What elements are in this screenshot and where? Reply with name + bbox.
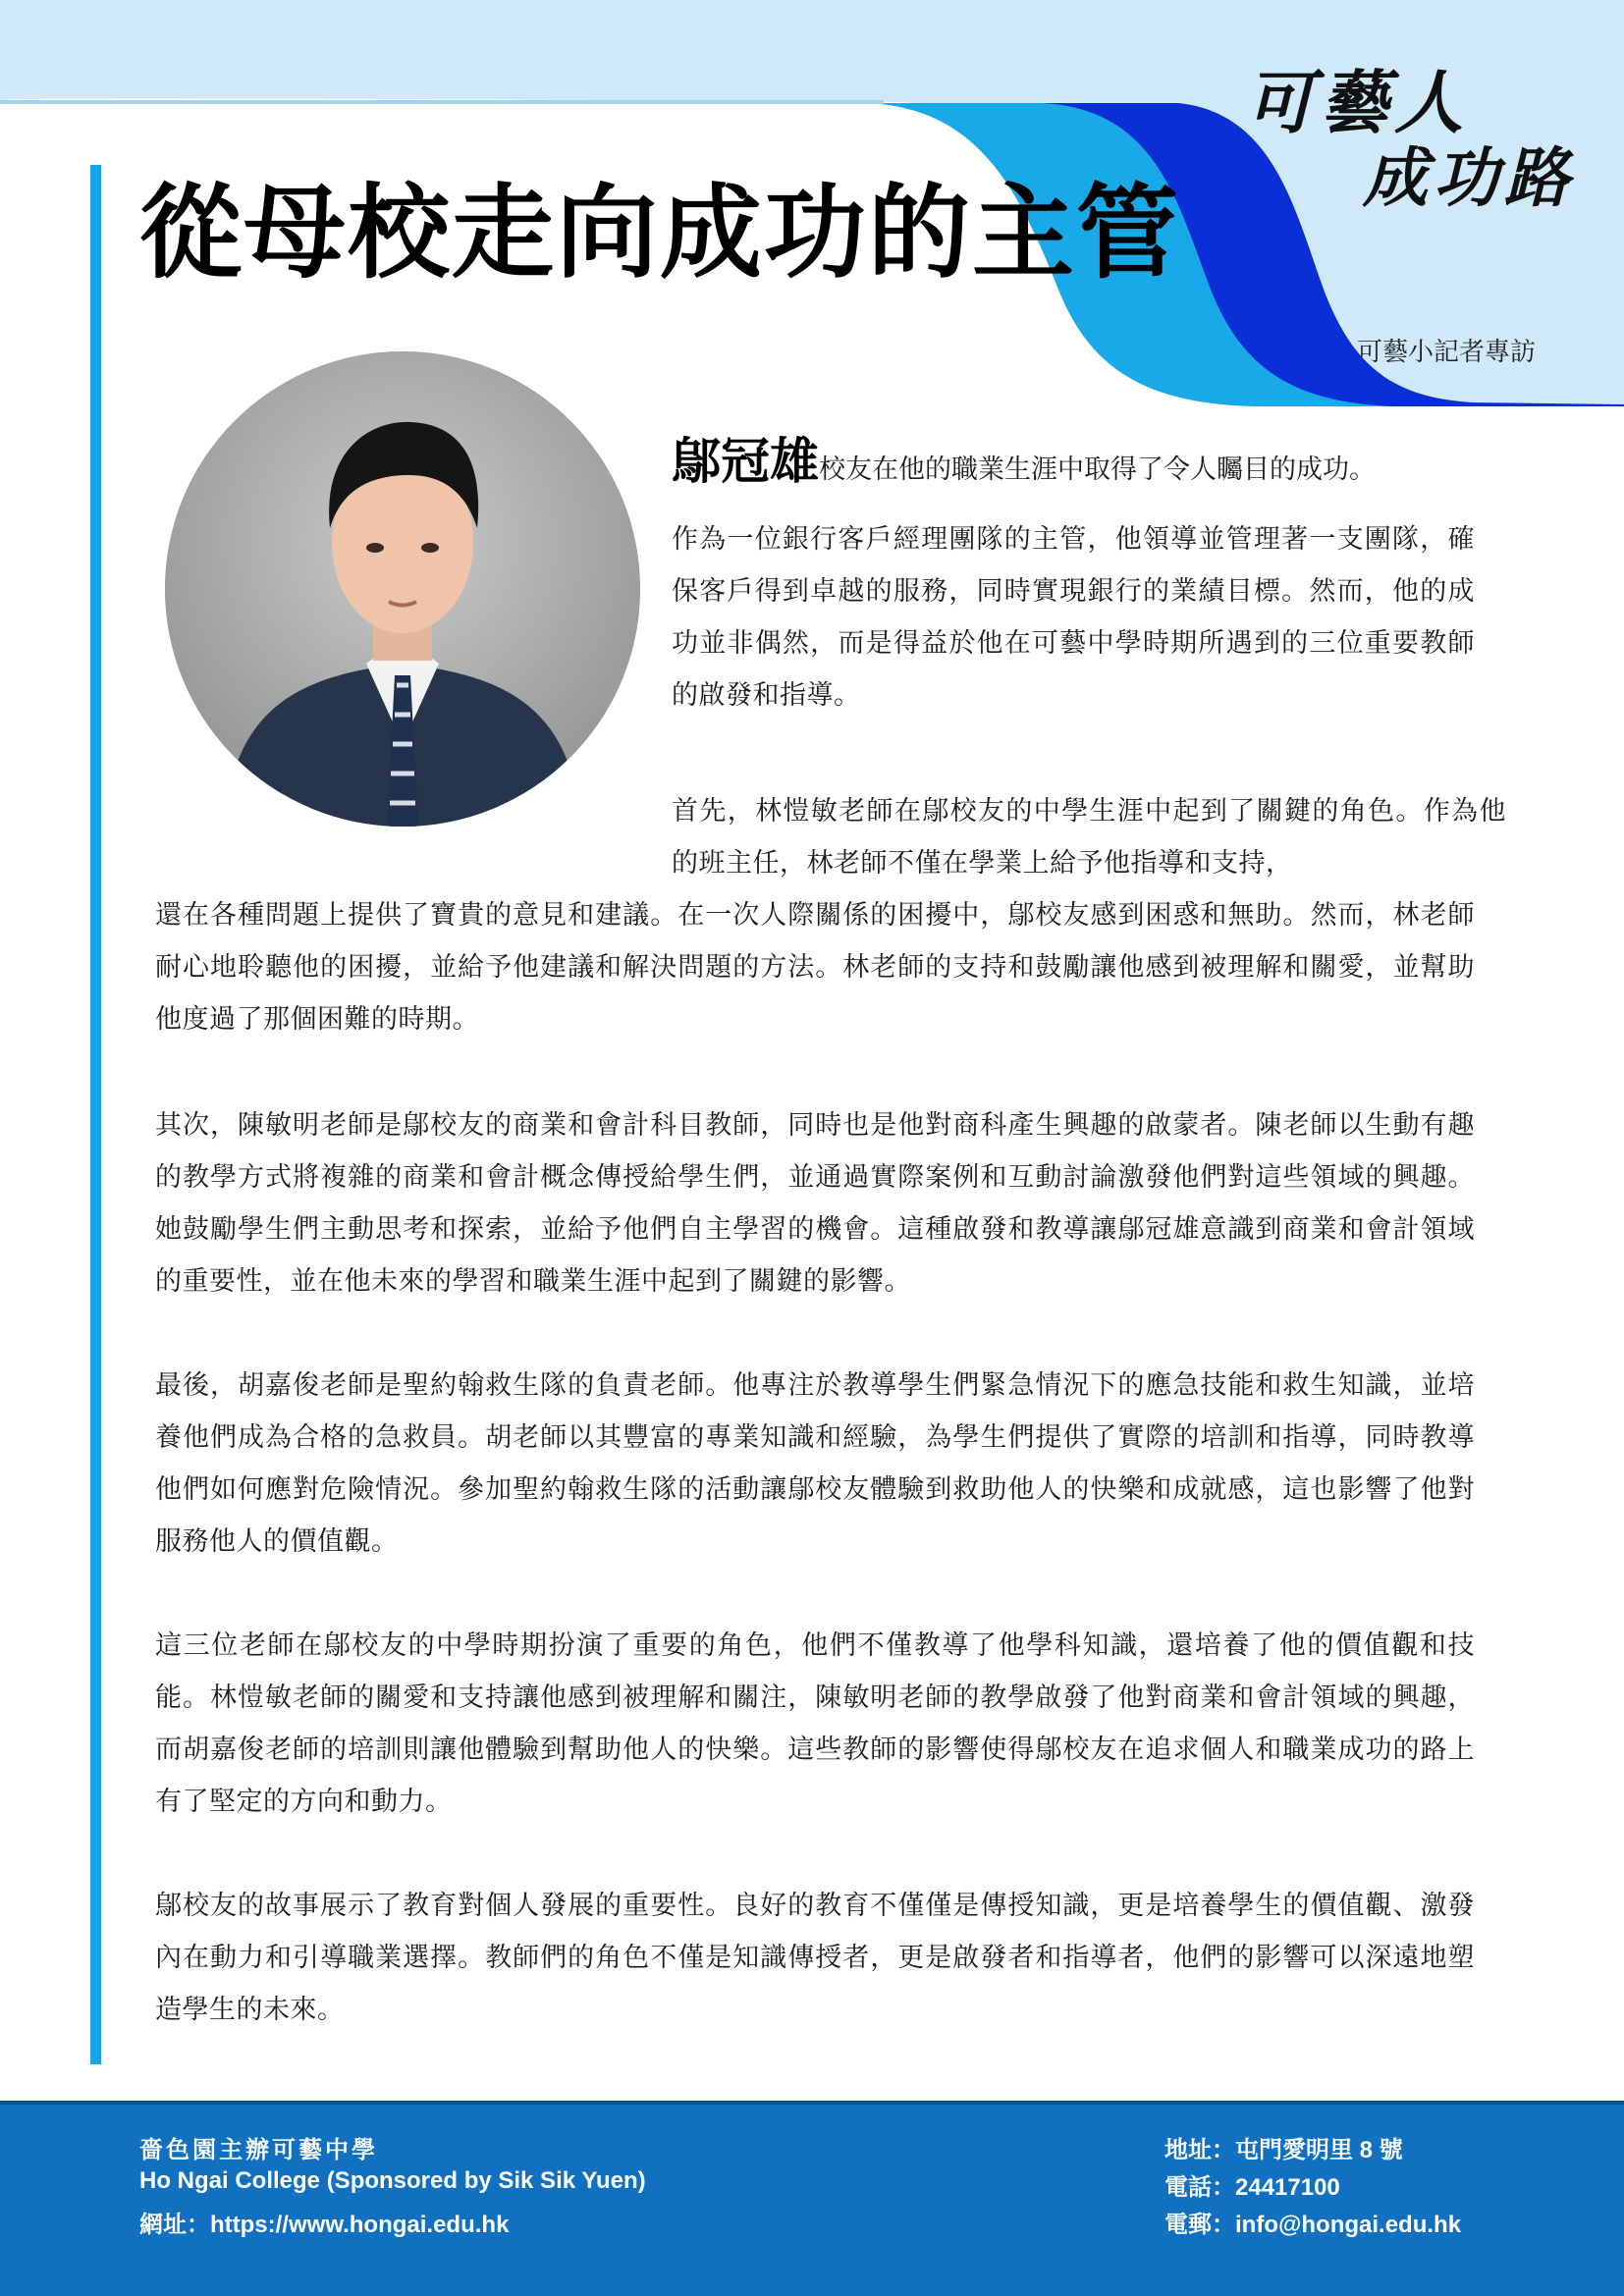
paragraph-1-top: 首先，林愷敏老師在鄔校友的中學生涯中起到了關鍵的角色。作為他的班主任，林老師不僅在學業上給予他指導和支持， (672, 796, 1506, 879)
person-photo-icon (165, 351, 640, 827)
paragraph-2: 其次，陳敏明老師是鄔校友的商業和會計科目教師，同時也是他對商科產生興趣的啟蒙者。陳老師以生動有趣的教學方式將複雜的商業和會計概念傳授給學生們，並通過實際案例和互動討論激發他們對這些領域的興趣。她鼓勵學生們主動思考和探索，並給予他們自主學習的機會。這種啟發和教導讓鄔冠雄意識到商業和會計領域的重要性，並在他未來的學習和職業生涯中起到了關鍵的影響。 (155, 1110, 1475, 1297)
paragraph-1-rest: 還在各種問題上提供了寶貴的意見和建議。在一次人際關係的困擾中，鄔校友感到困惑和無助。然而，林老師耐心地聆聽他的困擾，並給予他建議和解決問題的方法。林老師的支持和鼓勵讓他感到被理解和關愛，並幫助他度過了那個困難的時期。 (155, 900, 1475, 1035)
portrait-photo (165, 351, 640, 827)
calligraphy-line1: 可藝人 (1245, 62, 1469, 143)
footer-sponsor: 嗇色園主辦可藝中學 (139, 2137, 378, 2163)
footer (0, 2101, 1624, 2296)
footer-email-link[interactable]: 電郵：info@hongai.edu.hk (1164, 2212, 1462, 2238)
paragraph-5: 鄔校友的故事展示了教育對個人發展的重要性。良好的教育不僅僅是傳授知識，更是培養學生的價值觀、激發內在動力和引導職業選擇。教師們的角色不僅是知識傳授者，更是啟發者和指導者，他們的影響可以深遠地塑造學生的未來。 (155, 1891, 1475, 2025)
byline: 可藝小記者專訪 (1357, 338, 1537, 367)
intro-rest: 校友在他的職業生涯中取得了令人矚目的成功。 (819, 454, 1376, 485)
intro-paragraph: 作為一位銀行客戶經理團隊的主管，他領導並管理著一支團隊，確保客戶得到卓越的服務，同時實現銀行的業績目標。然而，他的成功並非偶然，而是得益於他在可藝中學時期所遇到的三位重要教師的啟發和指導。 (672, 524, 1475, 711)
page-title: 從母校走向成功的主管 (139, 173, 1181, 293)
paragraph-4: 這三位老師在鄔校友的中學時期扮演了重要的角色，他們不僅教導了他學科知識，還培養了他的價值觀和技能。林愷敏老師的關愛和支持讓他感到被理解和關注，陳敏明老師的教學啟發了他對商業和會計領域的興趣，而胡嘉俊老師的培訓則讓他體驗到幫助他人的快樂。這些教師的影響使得鄔校友在追求個人和職業成功的路上有了堅定的方向和動力。 (155, 1630, 1475, 1817)
footer-divider (0, 2101, 1624, 2105)
calligraphy-line2: 成功路 (1363, 139, 1575, 216)
paragraph-3: 最後，胡嘉俊老師是聖約翰救生隊的負責老師。他專注於教導學生們緊急情況下的應急技能和救生知識，並培養他們成為合格的急救員。胡老師以其豐富的專業知識和經驗，為學生們提供了實際的培訓和指導，同時教導他們如何應對危險情況。參加聖約翰救生隊的活動讓鄔校友體驗到救助他人的快樂和成就感，這也影響了他對服務他人的價值觀。 (155, 1370, 1475, 1557)
intro-line (672, 432, 1376, 491)
accent-bar (90, 165, 101, 2064)
footer-phone: 電話：24417100 (1164, 2174, 1340, 2201)
footer-school-name: Ho Ngai College (Sponsored by Sik Sik Yuen) (139, 2167, 646, 2194)
footer-address: 地址：屯門愛明里 8 號 (1164, 2137, 1403, 2163)
footer-website-link[interactable]: 網址：https://www.hongai.edu.hk (139, 2212, 510, 2238)
alumnus-name: 鄔冠雄 (672, 433, 819, 490)
